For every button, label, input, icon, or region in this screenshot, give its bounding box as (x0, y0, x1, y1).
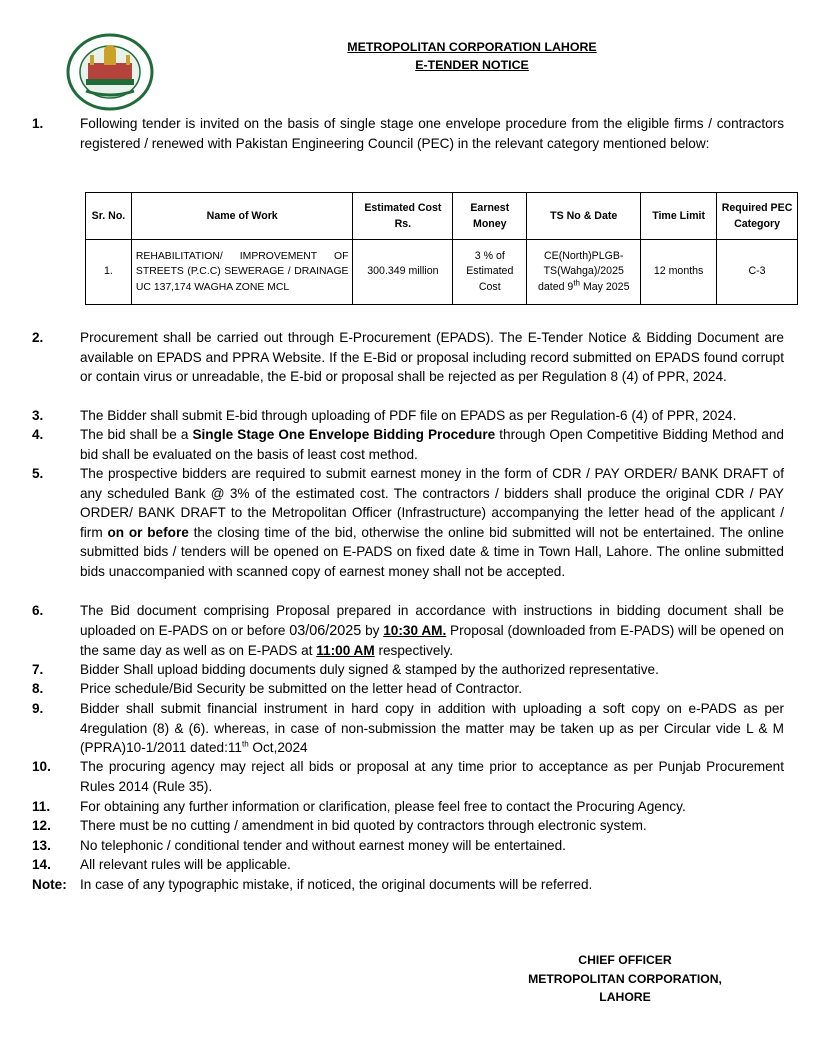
clause-text: Price schedule/Bid Security be submitted on the letter head of Contractor. (80, 681, 523, 696)
clause-bold-text: on or before (107, 524, 189, 540)
signatory-organization: METROPOLITAN CORPORATION, (528, 971, 722, 986)
clause-text-part: respectively. (374, 643, 454, 658)
notice-header (250, 38, 694, 74)
clause-text (80, 425, 784, 464)
clause-text: There must be no cutting / amendment in bid quoted by contractors through electronic system. (80, 818, 647, 833)
ts-text-a: CE(North)PLGB-TS(Wahga)/2025 dated 9 (537, 249, 624, 293)
clause-text-part: the closing time of the bid, otherwise the online bid submitted will not be entertained. The online submitted bids / tenders will be opened on E-PADS on fixed date & time in Town Hall, Lahore. The online submitted bids unaccompanied with scanned copy of earnest money shall not be accepted. (80, 524, 784, 579)
cell-pec-category: C-3 (717, 240, 798, 305)
clause-text-part: The bid shall be a (80, 427, 193, 442)
upload-time: 10:30 AM. (383, 622, 447, 638)
note (32, 875, 784, 895)
clause-text-part: The prospective bidders are required to submit earnest money in the form of CDR / PAY ORDER/ BANK DRAFT of any scheduled Bank @ 3% of the estimated cost. The contractors / bidders shall produce the original CDR / PAY ORDER/ BANK DRAFT to the Metropolitan Officer (Infrastructure) accompanying the letter head of the applicant / firm (80, 466, 784, 540)
clause-text (80, 699, 784, 758)
cell-name-of-work: REHABILITATION/ IMPROVEMENT OF STREETS (P.C.C) SEWERAGE / DRAINAGE UC 137,174 WAGHA ZONE MCL (131, 240, 353, 305)
clause-text (80, 601, 784, 661)
clause-text (80, 464, 784, 581)
clause-12 (32, 816, 784, 836)
clause-text: No telephonic / conditional tender and without earnest money will be entertained. (80, 838, 566, 853)
clause-text-part: Bidder shall submit financial instrument in hard copy in addition with uploading a soft copy on e-PADS as per 4regulation (8) & (6). whereas, in case of non-submission the matter may be taken up as per Circular vide L & M (PPRA)10-1/2011 dated:11 (80, 701, 784, 755)
clause-text: Bidder Shall upload bidding documents duly signed & stamped by the authorized representative. (80, 662, 659, 677)
clause-number: 7. (32, 662, 44, 677)
clause-7 (32, 660, 784, 680)
header-pec-category: Required PEC Category (717, 193, 798, 240)
clause-number: 2. (32, 330, 44, 345)
clause-number: 5. (32, 466, 44, 481)
clause-number: 14. (32, 857, 51, 872)
clause-text-part: through Open Competitive Bidding Method and bid shall be evaluated on the basis of least cost method. (80, 427, 784, 462)
clause-number: 8. (32, 681, 44, 696)
clause-10 (32, 757, 784, 796)
organization-logo (66, 33, 154, 111)
table-header-row (86, 193, 798, 240)
clause-3 (32, 406, 784, 426)
ts-text-b: May 2025 (580, 280, 630, 293)
clause-13 (32, 836, 784, 856)
clause-2 (32, 328, 784, 387)
opening-time: 11:00 AM (316, 643, 375, 658)
note-label: Note: (32, 877, 67, 892)
signatory-title: CHIEF OFFICER (578, 953, 672, 967)
header-estimated-cost: Estimated Cost Rs. (353, 193, 453, 240)
clause-text-part: Proposal (downloaded from E-PADS) will be opened on the same day as well as on E-PADS at (80, 622, 784, 658)
cell-estimated-cost: 300.349 million (353, 240, 453, 305)
clause-8 (32, 679, 784, 699)
cell-time-limit: 12 months (641, 240, 717, 305)
cell-ts-no-date (527, 240, 641, 305)
header-time-limit: Time Limit (641, 193, 717, 240)
header-earnest-money: Earnest Money (453, 193, 527, 240)
metropolitan-corporation-lahore-seal-icon (66, 33, 154, 111)
clause-text: The Bidder shall submit E-bid through uploading of PDF file on EPADS as per Regulation-6 (4) of PPR, 2024. (80, 408, 737, 423)
ts-superscript: th (573, 278, 580, 288)
clause-6 (32, 601, 784, 661)
clause-4 (32, 425, 784, 464)
clause-text: Following tender is invited on the basis of single stage one envelope procedure from the eligible firms / contractors registered / renewed with Pakistan Engineering Council (PEC) in the relevant category mentioned below: (80, 116, 784, 151)
clause-text: Procurement shall be carried out through E-Procurement (EPADS). The E-Tender Notice & Bidding Document are available on EPADS and PPRA Website. If the E-Bid or proposal including record submitted on EPADS found corrupt or contain virus or unreadable, the E-bid or proposal shall be rejected as per Regulation 8 (4) of PPR, 2024. (80, 330, 784, 384)
cell-sr-no: 1. (86, 240, 132, 305)
clause-number: 10. (32, 759, 51, 774)
clause-5 (32, 464, 784, 581)
page-title: E-TENDER NOTICE (415, 58, 529, 72)
clause-superscript: th (241, 739, 249, 749)
organization-name: METROPOLITAN CORPORATION LAHORE (347, 40, 597, 54)
clause-number: 9. (32, 701, 44, 716)
clause-text-part: Oct,2024 (248, 740, 308, 755)
clause-text-part: by (361, 622, 384, 638)
clause-bold-text: Single Stage One Envelope Bidding Procedure (192, 427, 496, 442)
clause-text-part: The Bid document comprising Proposal prepared in accordance with instructions in bidding document shall be uploaded on E-PADS on or before (80, 603, 784, 638)
table-row (86, 240, 798, 305)
tender-table (85, 192, 798, 305)
clause-number: 11. (32, 799, 51, 814)
clause-9 (32, 699, 784, 758)
header-sr-no: Sr. No. (86, 193, 132, 240)
clause-number: 3. (32, 408, 44, 423)
clause-11 (32, 797, 784, 817)
clause-text: For obtaining any further information or clarification, please feel free to contact the Procuring Agency. (80, 799, 686, 814)
signature-block (500, 951, 750, 1007)
clause-text: All relevant rules will be applicable. (80, 857, 291, 872)
header-ts-no-date: TS No & Date (527, 193, 641, 240)
clause-text: The procuring agency may reject all bids or proposal at any time prior to acceptance as per Punjab Procurement Rules 2014 (Rule 35). (80, 759, 784, 794)
signatory-city: LAHORE (599, 990, 651, 1004)
header-name-of-work: Name of Work (131, 193, 353, 240)
clause-number: 6. (32, 603, 44, 618)
clause-number: 13. (32, 838, 51, 853)
clause-number: 4. (32, 427, 44, 442)
closing-date: 03/06/2025 (289, 622, 362, 639)
clause-number: 1. (32, 116, 44, 131)
note-text: In case of any typographic mistake, if noticed, the original documents will be referred. (80, 877, 593, 892)
clause-1 (32, 114, 784, 153)
cell-earnest-money: 3 % of Estimated Cost (453, 240, 527, 305)
clause-14 (32, 855, 784, 875)
clause-number: 12. (32, 818, 51, 833)
